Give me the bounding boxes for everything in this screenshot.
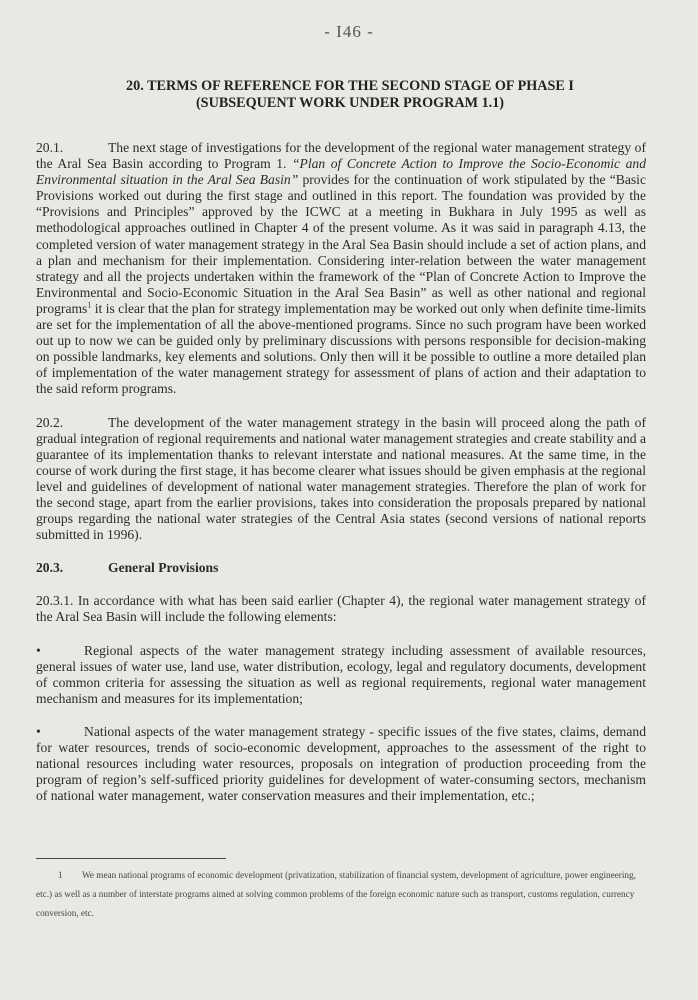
section-heading — [36, 560, 646, 576]
section-number: 20.3. — [36, 560, 64, 576]
footnote-divider — [36, 858, 226, 859]
paragraph-20-1 — [36, 140, 646, 398]
paragraph-text: The next stage of investigations for the development of the regional water management strategy of the Aral Sea Basin according to Program 1. — [36, 140, 646, 172]
bullet-symbol: • — [36, 723, 41, 739]
program-title-italic: “Plan of Concrete Action to Improve the Socio-Economic and Environmental situation in the Aral Sea Basin” — [36, 156, 646, 188]
footnote-reference: 1 — [87, 300, 92, 310]
paragraph-text: provides for the continuation of work stipulated by the “Basic Provisions worked out during the first stage and outlined in this report. The foundation was provided by the “Provisions and Principles” approved by the ICWC at a meeting in Bukhara in July 1995 as well as methodological approaches outlined in Chapter 4 of the present volume. As it was said in paragraph 4.13, the completed version of water management strategy in the Aral Sea Basin should include a set of action plans, and a plan and mechanism for their implementation. Considering inter-relation between the water management strategy and all the projects undertaken within the framework of the “Plan of Concrete Action to Improve the Environmental and Socio-Economic Situation in the Aral Sea Basin” as well as other national and regional programs — [36, 172, 646, 316]
paragraph-text: The development of the water management strategy in the basin will proceed along the path of gradual integration of regional requirements and national water management strategies and create stability and a guarantee of its implementation thanks to relevant interstate and national measures. At the same time, in the course of work during the first stage, it has become clearer what issues should be given emphasis at the regional level and guidelines of development of national water management strategies. Therefore the plan of work for the second stage, apart from the earlier provisions, takes into consideration the proposals prepared by national groups regarding the national water strategies of the Central Asia states (second versions of national reports submitted in 1996). — [36, 414, 646, 543]
footnote-number: 1 — [58, 870, 63, 880]
paragraph-20-3-1: 20.3.1. In accordance with what has been said earlier (Chapter 4), the regional water management strategy of the Aral Sea Basin will include the following elements: — [36, 593, 646, 625]
bullet-text: National aspects of the water management strategy - specific issues of the five states, claims, demand for water resources, trends of socio-economic development, approaches to the assessment of the right to national resources including water resources, proposals on integration of production proceeding from the program of region’s self-sufficed priority guidelines for development of water-consuming sectors, mechanism of national water management, water conservation measures and their implementation, etc.; — [36, 723, 646, 804]
bullet-item-regional — [36, 643, 646, 707]
bullet-symbol: • — [36, 642, 41, 658]
bullet-text: Regional aspects of the water management strategy including assessment of available resources, general issues of water use, land use, water distribution, ecology, legal and regulatory documents, development of common criteria for assessing the situation as well as regional requirements, regional water management mechanism and measures for its implementation; — [36, 642, 646, 706]
footnote — [36, 866, 636, 923]
paragraph-number: 20.2. — [36, 414, 64, 430]
page-number: - I46 - — [324, 22, 374, 41]
chapter-title-line-2: (SUBSEQUENT WORK UNDER PROGRAM 1.1) — [195, 95, 505, 111]
paragraph-20-2 — [36, 415, 646, 544]
paragraph-number: 20.1. — [36, 140, 64, 155]
section-title: General Provisions — [108, 560, 219, 576]
chapter-title — [60, 78, 640, 112]
footnote-text: We mean national programs of economic development (privatization, stabilization of financial system, development of agriculture, power engineering, etc.) as well as a number of interstate programs aimed at solving common problems of the foreign economic nature such as transport, customs regulation, currency conversion, etc. — [36, 870, 636, 918]
bullet-item-national — [36, 724, 646, 804]
chapter-title-line-1: 20. TERMS OF REFERENCE FOR THE SECOND STAGE OF PHASE I — [126, 78, 574, 94]
document-body — [36, 140, 646, 821]
paragraph-text: it is clear that the plan for strategy implementation may be worked out only when definite time-limits are set for the implementation of all the above-mentioned programs. Since no such program have been worked out up to now we can be guided only by preliminary discussions with persons responsible for decision-making on possible landmarks, key elements and solutions. Only then will it be possible to outline a more detailed plan of implementation of the water management strategy for assessment of plans of action and their adaptation to the said reform programs. — [36, 300, 646, 397]
